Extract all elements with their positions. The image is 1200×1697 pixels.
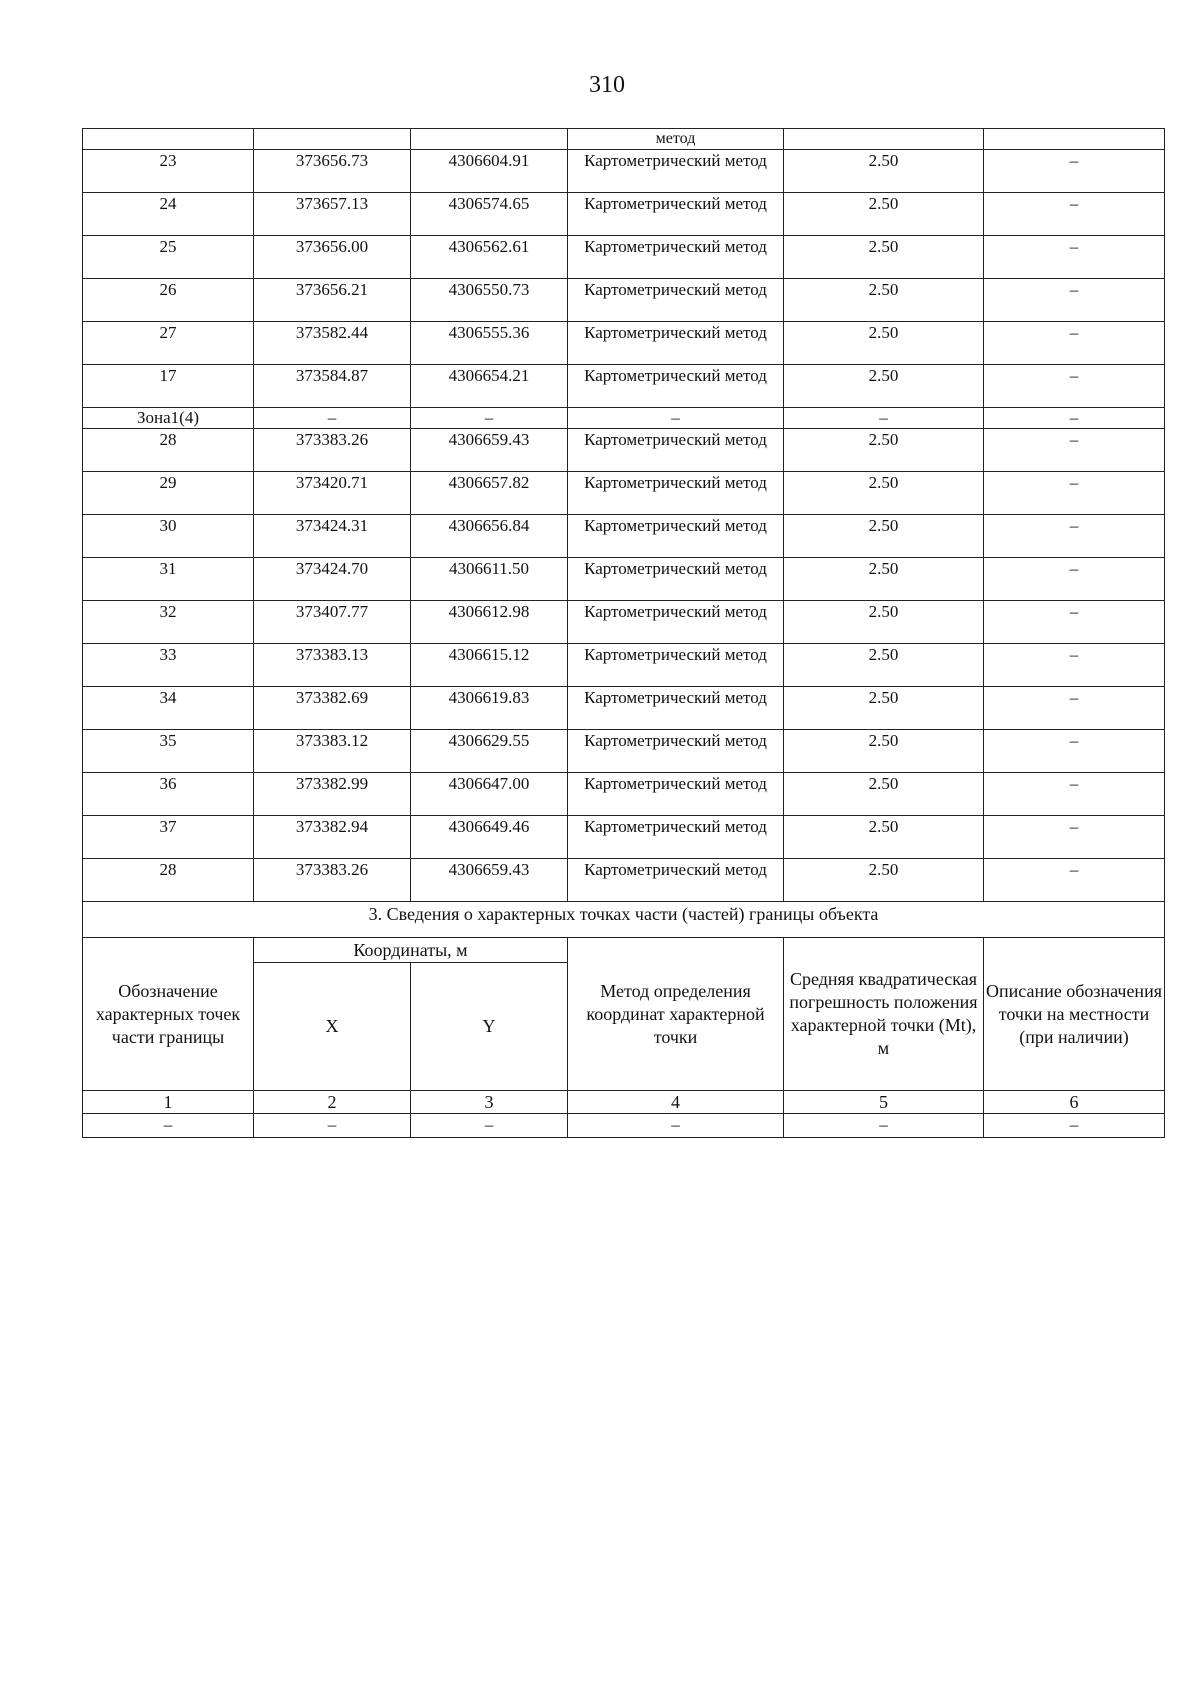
cell-desc: – <box>984 515 1165 558</box>
column-number: 4 <box>568 1091 784 1114</box>
cell-x: 373383.13 <box>254 644 411 687</box>
cell-y: 4306654.21 <box>411 365 568 408</box>
cell-method: Картометрический метод <box>568 193 784 236</box>
cell-error: 2.50 <box>784 236 984 279</box>
cell-y <box>411 129 568 150</box>
table-row <box>83 515 1165 558</box>
table-row <box>83 279 1165 322</box>
cell-x: 373383.26 <box>254 429 411 472</box>
empty-cell: – <box>83 1114 254 1138</box>
cell-error: – <box>784 408 984 429</box>
cell-y: 4306649.46 <box>411 816 568 859</box>
cell-x: 373383.12 <box>254 730 411 773</box>
cell-y: 4306647.00 <box>411 773 568 816</box>
cell-y: 4306604.91 <box>411 150 568 193</box>
cell-desc: – <box>984 193 1165 236</box>
cell-y: 4306656.84 <box>411 515 568 558</box>
cell-error: 2.50 <box>784 687 984 730</box>
cell-y: 4306657.82 <box>411 472 568 515</box>
cell-error: 2.50 <box>784 816 984 859</box>
table-row <box>83 773 1165 816</box>
cell-x: 373584.87 <box>254 365 411 408</box>
cell-error: 2.50 <box>784 193 984 236</box>
cell-error: 2.50 <box>784 773 984 816</box>
cell-x: 373657.13 <box>254 193 411 236</box>
cell-desc: – <box>984 236 1165 279</box>
header-y: Y <box>411 963 568 1091</box>
cell-desc: – <box>984 429 1165 472</box>
cell-id: 34 <box>83 687 254 730</box>
table-row <box>83 429 1165 472</box>
cell-x: 373424.31 <box>254 515 411 558</box>
cell-error: 2.50 <box>784 558 984 601</box>
cell-id: 17 <box>83 365 254 408</box>
points-table-body <box>83 129 1165 902</box>
page-number: 310 <box>589 72 625 98</box>
empty-cell: – <box>254 1114 411 1138</box>
cell-x: 373382.94 <box>254 816 411 859</box>
cell-method: Картометрический метод <box>568 322 784 365</box>
table-row <box>83 236 1165 279</box>
cell-error: 2.50 <box>784 279 984 322</box>
section3 <box>83 902 1165 1138</box>
cell-id: 36 <box>83 773 254 816</box>
table-row <box>83 558 1165 601</box>
cell-method: Картометрический метод <box>568 150 784 193</box>
cell-id: 29 <box>83 472 254 515</box>
cell-method: Картометрический метод <box>568 816 784 859</box>
cell-x: 373420.71 <box>254 472 411 515</box>
cell-method: Картометрический метод <box>568 687 784 730</box>
header-method: Метод определения координат характерной точки <box>568 938 784 1091</box>
cell-x: 373383.26 <box>254 859 411 902</box>
cell-x <box>254 129 411 150</box>
cell-error: 2.50 <box>784 515 984 558</box>
cell-y: 4306659.43 <box>411 859 568 902</box>
cell-id: 27 <box>83 322 254 365</box>
cell-id: Зона1(4) <box>83 408 254 429</box>
table-row <box>83 365 1165 408</box>
cell-method: Картометрический метод <box>568 644 784 687</box>
cell-method: Картометрический метод <box>568 429 784 472</box>
empty-data-row <box>83 1114 1165 1138</box>
cell-y: 4306611.50 <box>411 558 568 601</box>
table-row <box>83 730 1165 773</box>
cell-id: 28 <box>83 859 254 902</box>
cell-id: 32 <box>83 601 254 644</box>
table-row <box>83 193 1165 236</box>
cell-error: 2.50 <box>784 322 984 365</box>
cell-desc <box>984 129 1165 150</box>
continuation-row <box>83 129 1165 150</box>
empty-cell: – <box>568 1114 784 1138</box>
cell-method: Картометрический метод <box>568 365 784 408</box>
table-row <box>83 859 1165 902</box>
cell-y: 4306659.43 <box>411 429 568 472</box>
zone-row <box>83 408 1165 429</box>
column-number: 1 <box>83 1091 254 1114</box>
cell-desc: – <box>984 279 1165 322</box>
cell-y: – <box>411 408 568 429</box>
cell-error: 2.50 <box>784 472 984 515</box>
cell-method: Картометрический метод <box>568 558 784 601</box>
cell-id: 25 <box>83 236 254 279</box>
cell-y: 4306555.36 <box>411 322 568 365</box>
cell-desc: – <box>984 730 1165 773</box>
boundary-points-table <box>82 128 1165 1138</box>
cell-error <box>784 129 984 150</box>
cell-method: Картометрический метод <box>568 472 784 515</box>
cell-method: Картометрический метод <box>568 730 784 773</box>
cell-method: Картометрический метод <box>568 859 784 902</box>
header-coordinates: Координаты, м <box>254 938 568 963</box>
empty-cell: – <box>984 1114 1165 1138</box>
cell-y: 4306612.98 <box>411 601 568 644</box>
cell-desc: – <box>984 773 1165 816</box>
cell-id: 23 <box>83 150 254 193</box>
table-row <box>83 687 1165 730</box>
table-row <box>83 322 1165 365</box>
cell-x: – <box>254 408 411 429</box>
cell-y: 4306629.55 <box>411 730 568 773</box>
cell-method: Картометрический метод <box>568 773 784 816</box>
cell-y: 4306615.12 <box>411 644 568 687</box>
cell-x: 373382.69 <box>254 687 411 730</box>
cell-x: 373656.21 <box>254 279 411 322</box>
table-row <box>83 472 1165 515</box>
cell-id: 30 <box>83 515 254 558</box>
column-numbers-row <box>83 1091 1165 1114</box>
cell-desc: – <box>984 816 1165 859</box>
cell-x: 373656.00 <box>254 236 411 279</box>
header-error: Средняя квадратическая погрешность положения характерной точки (Mt), м <box>784 938 984 1091</box>
cell-y: 4306619.83 <box>411 687 568 730</box>
empty-cell: – <box>784 1114 984 1138</box>
cell-method: Картометрический метод <box>568 279 784 322</box>
cell-id: 28 <box>83 429 254 472</box>
cell-error: 2.50 <box>784 601 984 644</box>
column-number: 2 <box>254 1091 411 1114</box>
section3-title: 3. Сведения о характерных точках части (частей) границы объекта <box>83 902 1165 938</box>
cell-y: 4306550.73 <box>411 279 568 322</box>
cell-desc: – <box>984 558 1165 601</box>
cell-desc: – <box>984 150 1165 193</box>
table-row <box>83 601 1165 644</box>
cell-x: 373407.77 <box>254 601 411 644</box>
cell-id: 35 <box>83 730 254 773</box>
cell-y: 4306562.61 <box>411 236 568 279</box>
cell-desc: – <box>984 408 1165 429</box>
cell-error: 2.50 <box>784 150 984 193</box>
cell-error: 2.50 <box>784 730 984 773</box>
cell-desc: – <box>984 687 1165 730</box>
cell-x: 373582.44 <box>254 322 411 365</box>
cell-x: 373424.70 <box>254 558 411 601</box>
cell-desc: – <box>984 859 1165 902</box>
cell-method: – <box>568 408 784 429</box>
cell-desc: – <box>984 472 1165 515</box>
cell-desc: – <box>984 322 1165 365</box>
cell-id: 33 <box>83 644 254 687</box>
cell-method: Картометрический метод <box>568 515 784 558</box>
cell-error: 2.50 <box>784 365 984 408</box>
table-row <box>83 816 1165 859</box>
cell-x: 373656.73 <box>254 150 411 193</box>
cell-desc: – <box>984 601 1165 644</box>
header-x: X <box>254 963 411 1091</box>
cell-method: Картометрический метод <box>568 236 784 279</box>
cell-error: 2.50 <box>784 644 984 687</box>
cell-y: 4306574.65 <box>411 193 568 236</box>
cell-id: 26 <box>83 279 254 322</box>
table-row <box>83 644 1165 687</box>
cell-x: 373382.99 <box>254 773 411 816</box>
header-description: Описание обозначения точки на местности (при наличии) <box>984 938 1165 1091</box>
cell-error: 2.50 <box>784 859 984 902</box>
cell-desc: – <box>984 365 1165 408</box>
cell-id: 31 <box>83 558 254 601</box>
cell-id: 24 <box>83 193 254 236</box>
empty-cell: – <box>411 1114 568 1138</box>
table-row <box>83 150 1165 193</box>
column-number: 3 <box>411 1091 568 1114</box>
cell-id: 37 <box>83 816 254 859</box>
cell-desc: – <box>984 644 1165 687</box>
column-number: 5 <box>784 1091 984 1114</box>
header-designation: Обозначение характерных точек части границы <box>83 938 254 1091</box>
cell-method: метод <box>568 129 784 150</box>
cell-id <box>83 129 254 150</box>
cell-error: 2.50 <box>784 429 984 472</box>
cell-method: Картометрический метод <box>568 601 784 644</box>
column-number: 6 <box>984 1091 1165 1114</box>
